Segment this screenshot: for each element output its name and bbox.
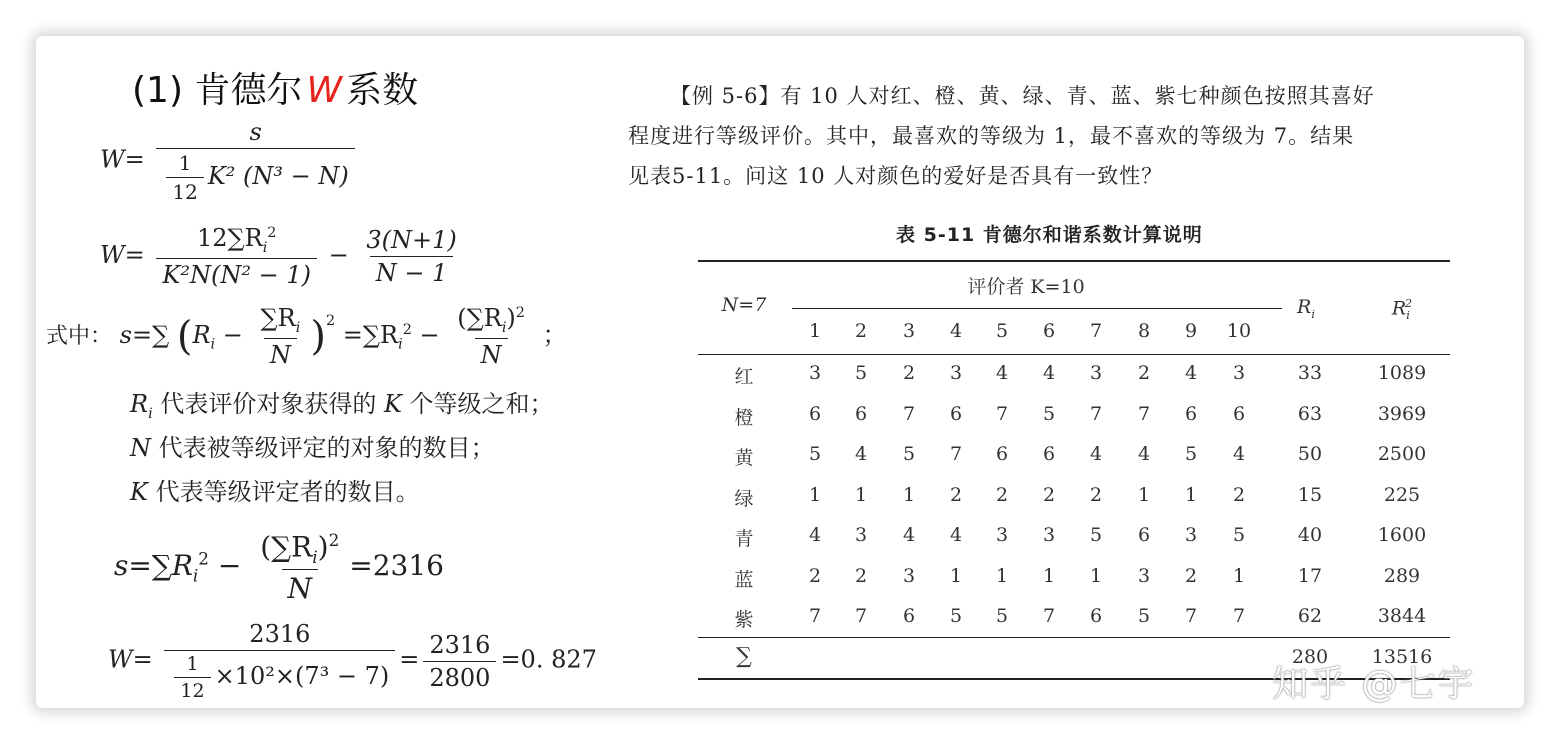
- table-n-header: N=7: [721, 294, 767, 316]
- rank-cell: 2: [1042, 483, 1056, 506]
- f3-inner: R: [192, 320, 211, 349]
- ri2-header-label: R: [1391, 297, 1407, 320]
- f3-end: ；: [542, 320, 567, 349]
- f2-den1: K²N(N² − 1): [156, 258, 317, 289]
- f3-frac2-den: N: [475, 338, 508, 369]
- title-prefix: (1) 肯德尔: [132, 70, 303, 111]
- ri-cell: 62: [1297, 605, 1323, 627]
- f3-minus2: −: [419, 320, 440, 349]
- ri2-cell: 289: [1383, 564, 1421, 587]
- rank-cell: 7: [854, 605, 868, 627]
- rater-number: 4: [949, 320, 963, 342]
- rank-cell: 7: [808, 605, 822, 627]
- f1-lhs: W=: [100, 145, 145, 174]
- f5-fraction-1: [164, 620, 395, 702]
- desc3-var: K: [130, 478, 148, 506]
- rank-cell: 2: [902, 362, 916, 384]
- rank-cell: 5: [1232, 524, 1246, 546]
- f4-fraction: $\frac{(\sum R_i)^2}{N}$: [260, 530, 340, 605]
- rank-cell: 1: [1089, 564, 1103, 587]
- desc1-tail: 个等级之和；: [401, 390, 554, 418]
- example-line-1: 【例 5-6】有 10 人对红、橙、黄、绿、青、蓝、紫七种颜色按照其喜好: [670, 84, 1375, 108]
- ri-cell: 40: [1297, 524, 1323, 546]
- table-top-rule: [698, 260, 1450, 262]
- rank-cell: 7: [1232, 605, 1246, 627]
- rank-cell: 5: [1042, 402, 1056, 425]
- rater-number: 2: [854, 320, 868, 342]
- f2-minus: −: [328, 240, 349, 269]
- rank-cell: 6: [808, 402, 822, 425]
- rank-cell: 2: [995, 483, 1009, 506]
- row-label: 紫: [734, 609, 754, 631]
- rank-cell: 6: [949, 402, 963, 425]
- formula-w-alternative: [100, 224, 467, 289]
- rank-cell: 3: [1089, 362, 1103, 384]
- f3-frac-den: N: [264, 338, 297, 369]
- rank-cell: 5: [854, 362, 868, 384]
- table-sum-rule: [698, 637, 1450, 638]
- rank-cell: 5: [995, 605, 1009, 627]
- example-line-3: 见表5-11。问这 10 人对颜色的爱好是否具有一致性？: [628, 164, 1164, 188]
- row-label: 橙: [734, 406, 754, 429]
- rank-cell: 3: [1184, 524, 1198, 546]
- rank-cell: 1: [949, 564, 963, 587]
- page-title: [132, 62, 418, 113]
- ri2-cell: 2500: [1377, 443, 1427, 465]
- table-sum-ri2: 13516: [1371, 646, 1433, 668]
- f3-frac2-num: (∑R: [457, 304, 502, 332]
- watermark-text: 知乎 @七宇: [1272, 664, 1476, 705]
- f5-denominator: [164, 650, 395, 702]
- rank-cell: 4: [1137, 443, 1151, 465]
- rank-cell: 2: [854, 564, 868, 587]
- f1-den-small-fraction: [166, 151, 203, 204]
- slide-canvas: [36, 36, 1524, 708]
- rank-cell: 3: [854, 524, 868, 546]
- desc-n: [130, 428, 495, 463]
- f1-numerator: s: [249, 118, 262, 146]
- rank-cell: 1: [995, 564, 1009, 587]
- row-label: 红: [734, 366, 754, 388]
- rank-cell: 2: [1232, 483, 1246, 506]
- example-line-2: 程度进行等级评价。其中，最喜欢的等级为 1，最不喜欢的等级为 7。结果: [628, 124, 1355, 148]
- rank-cell: 6: [902, 605, 916, 627]
- rank-cell: 1: [854, 483, 868, 506]
- rank-cell: 5: [1137, 605, 1151, 627]
- f1-den-frac-den: 12: [166, 177, 203, 204]
- rank-cell: 3: [1137, 564, 1151, 587]
- rank-cell: 4: [902, 524, 916, 546]
- f1-den-rest: K² (N³ − N): [207, 162, 349, 190]
- rank-cell: 7: [949, 443, 963, 465]
- rater-number: 8: [1137, 320, 1151, 342]
- f5-den2: 2800: [423, 661, 496, 692]
- rank-cell: 5: [808, 443, 822, 465]
- table-rater-rule: [792, 308, 1282, 309]
- f3-frac-num: ∑R: [260, 304, 296, 332]
- table-raters-header: 评价者 K=10: [967, 276, 1085, 298]
- desc1-var: R: [130, 390, 149, 418]
- desc3-text: 代表等级评定者的数目。: [147, 478, 420, 506]
- rater-number: 3: [902, 320, 916, 342]
- f2-fraction-1: $\frac{12\sum R_i^2}{\text{K²N(N² − 1)}}$: [156, 224, 317, 289]
- f1-fraction: [156, 118, 354, 204]
- rank-cell: 3: [902, 564, 916, 587]
- table-ri2-header: $R_i^2$: [1391, 296, 1413, 323]
- f4-num: (∑R: [260, 530, 313, 564]
- ri-cell: 63: [1297, 402, 1323, 425]
- rater-number: 6: [1042, 320, 1056, 342]
- f5-eq: =: [399, 645, 420, 674]
- f5-lhs: W=: [108, 645, 153, 674]
- formula-w-computation: [108, 620, 597, 702]
- rank-cell: 5: [902, 443, 916, 465]
- rank-cell: 4: [854, 443, 868, 465]
- table-header-rule: [698, 354, 1450, 355]
- row-label: 黄: [734, 447, 754, 469]
- ri2-cell: 1089: [1377, 362, 1427, 384]
- rank-cell: 2: [808, 564, 822, 587]
- f2-den2: N − 1: [370, 256, 454, 287]
- f2-lhs: W=: [100, 240, 145, 269]
- f5-den-small-fraction: [174, 653, 210, 702]
- rank-cell: 4: [1089, 443, 1103, 465]
- rank-cell: 6: [995, 443, 1009, 465]
- rank-cell: 1: [1232, 564, 1246, 587]
- rank-cell: 4: [808, 524, 822, 546]
- ri-header-label: R: [1297, 296, 1312, 318]
- row-label: 绿: [734, 487, 754, 510]
- rank-cell: 3: [949, 362, 963, 384]
- f3-prefix: 式中：: [46, 323, 113, 349]
- desc2-text: 代表被等级评定的对象的数目；: [151, 434, 495, 462]
- formula-s-computation: $s=\sum R_i^2$ − $\frac{(\sum R_i)^2}{N}$ =2316: [114, 530, 444, 605]
- rank-cell: 7: [1042, 605, 1056, 627]
- rank-cell: 4: [949, 524, 963, 546]
- rank-cell: 4: [1232, 443, 1246, 465]
- rank-cell: 4: [1184, 362, 1198, 384]
- desc2-var: N: [130, 434, 151, 462]
- example-text: [628, 76, 1375, 196]
- rank-cell: 6: [854, 402, 868, 425]
- rater-number: 1: [808, 320, 822, 342]
- rank-cell: 7: [995, 402, 1009, 425]
- rank-cell: 7: [1184, 605, 1198, 627]
- row-label: 青: [734, 528, 754, 550]
- rank-cell: 2: [1184, 564, 1198, 587]
- rank-cell: 6: [1232, 402, 1246, 425]
- ri2-cell: 3844: [1377, 605, 1427, 627]
- ri-cell: 33: [1297, 362, 1323, 384]
- rank-cell: 3: [808, 362, 822, 384]
- table-caption: 表 5-11 肯德尔和谐系数计算说明: [896, 224, 1203, 246]
- rank-cell: 2: [949, 483, 963, 506]
- ri2-cell: 3969: [1377, 402, 1427, 425]
- rank-cell: 1: [1042, 564, 1056, 587]
- f5-den-rest: ×10²×(7³ − 7): [214, 662, 390, 690]
- table-ri-header: $R_i$: [1297, 296, 1315, 321]
- rank-cell: 6: [1184, 402, 1198, 425]
- f3-eq: =∑R: [342, 320, 399, 349]
- rank-cell: 4: [995, 362, 1009, 384]
- f5-result: =0. 827: [500, 645, 597, 674]
- rank-cell: 6: [1089, 605, 1103, 627]
- ri2-cell: 225: [1383, 483, 1421, 506]
- title-w-letter: W: [306, 70, 343, 111]
- rater-number: 5: [995, 320, 1009, 342]
- rank-cell: 2: [1089, 483, 1103, 506]
- rank-cell: 5: [1184, 443, 1198, 465]
- f4-lhs: s=∑R: [114, 548, 193, 582]
- ri-cell: 17: [1297, 564, 1323, 587]
- desc-ri: $R_i$ 代表评价对象获得的 K 个等级之和；: [130, 390, 554, 422]
- rater-number: 9: [1184, 320, 1198, 342]
- rank-cell: 6: [1137, 524, 1151, 546]
- rank-cell: 3: [1042, 524, 1056, 546]
- f2-fraction-2: [360, 226, 462, 287]
- rater-number: 7: [1089, 320, 1103, 342]
- rank-cell: 7: [1137, 402, 1151, 425]
- rank-cell: 6: [1042, 443, 1056, 465]
- rank-cell: 5: [949, 605, 963, 627]
- f2-num2: 3(N+1): [366, 225, 457, 254]
- rank-cell: 3: [995, 524, 1009, 546]
- f4-result: =2316: [349, 548, 444, 582]
- f5-num2: 2316: [429, 630, 491, 659]
- desc-k: [130, 472, 420, 507]
- f5-num: 2316: [249, 620, 311, 648]
- f5-fraction-2: [423, 631, 496, 692]
- rank-cell: 4: [1042, 362, 1056, 384]
- table-sum-label: ∑: [736, 644, 752, 669]
- rank-cell: 7: [1089, 402, 1103, 425]
- formula-w-definition: [100, 118, 359, 204]
- rank-cell: 5: [1089, 524, 1103, 546]
- f2-num1: 12∑R: [196, 224, 263, 252]
- rater-number: 10: [1226, 320, 1252, 342]
- f1-denominator: [156, 148, 354, 204]
- f3-s: s=∑: [119, 320, 170, 349]
- f4-minus: −: [217, 548, 242, 582]
- f5-den-frac-num: 1: [186, 653, 199, 675]
- rank-cell: 1: [1137, 483, 1151, 506]
- f3-fraction-2: $\frac{(\sum R_i)^2}{N}$: [457, 304, 525, 369]
- f5-den-frac-den: 12: [174, 677, 210, 702]
- title-suffix: 系数: [346, 70, 419, 111]
- rank-cell: 2: [1137, 362, 1151, 384]
- rank-cell: 7: [902, 402, 916, 425]
- row-label: 蓝: [734, 568, 754, 591]
- rank-cell: 1: [902, 483, 916, 506]
- desc1-text: 代表评价对象获得的: [152, 390, 384, 418]
- f1-den-frac-num: 1: [178, 151, 192, 175]
- rank-cell: 1: [808, 483, 822, 506]
- rank-cell: 1: [1184, 483, 1198, 506]
- f3-fraction-1: $\frac{\sum R_i}{N}$: [260, 304, 301, 369]
- ri2-cell: 1600: [1377, 524, 1427, 546]
- desc1-k: K: [383, 390, 402, 418]
- table-sum-ri: 280: [1291, 646, 1329, 668]
- rank-cell: 3: [1232, 362, 1246, 384]
- ri-cell: 50: [1297, 443, 1323, 465]
- f4-den: N: [282, 569, 319, 605]
- ri-cell: 15: [1297, 483, 1323, 506]
- f3-minus: −: [222, 320, 243, 349]
- formula-s-definition: 式中： s=∑ ($R_i$ − $\frac{\sum R_i}{N}$ )$^2 =\sum R_i^2$ − $\frac{(\sum R_i)^2}{N}$ ；: [46, 304, 567, 369]
